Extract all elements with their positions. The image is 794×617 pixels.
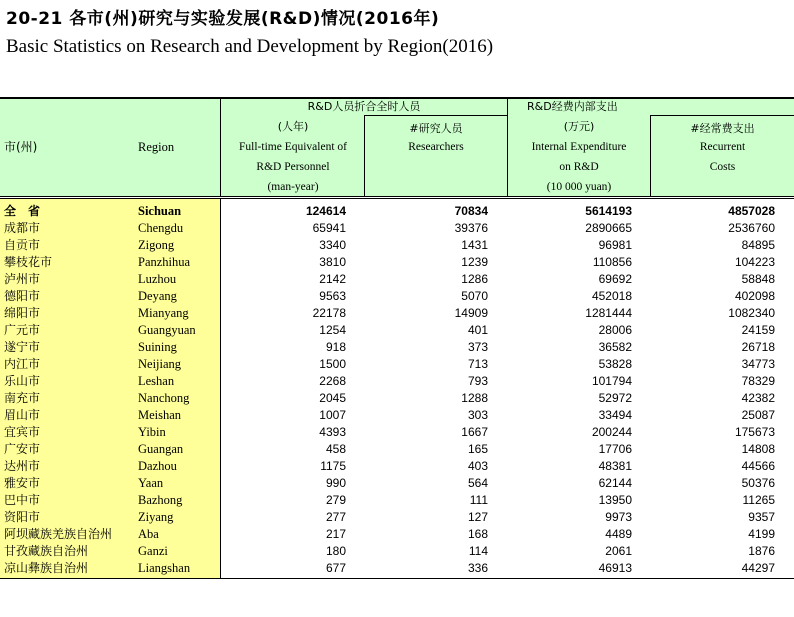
recurrent-cell: 24159: [741, 323, 775, 337]
recurrent-cell: 4857028: [728, 204, 775, 218]
table-row: [0, 339, 794, 356]
city-cell: 遂宁市: [4, 340, 41, 354]
city-cell: 绵阳市: [4, 306, 41, 320]
city-cell: 内江市: [4, 357, 41, 371]
personnel-cell: 2268: [319, 374, 346, 388]
personnel-cell: 217: [325, 527, 346, 541]
city-cell: 泸州市: [4, 272, 41, 286]
table-row: [0, 220, 794, 237]
researchers-cell: 111: [469, 493, 488, 507]
expenditure-cell: 48381: [598, 459, 632, 473]
city-cell: 广元市: [4, 323, 41, 337]
researchers-cell: 564: [467, 476, 488, 490]
researchers-cell: 793: [467, 374, 488, 388]
researchers-cell: 336: [467, 561, 488, 575]
table-row: [0, 356, 794, 373]
header-researchers-cn: #研究人员: [409, 122, 463, 135]
researchers-cell: 14909: [454, 306, 488, 320]
header-expenditure-unit-en: (10 000 yuan): [546, 181, 612, 193]
table-row: [0, 458, 794, 475]
table-row: [0, 424, 794, 441]
expenditure-cell: 1281444: [585, 306, 632, 320]
researchers-cell: 373: [467, 340, 488, 354]
city-cell: 德阳市: [4, 289, 41, 303]
header-group-underline-right: [650, 115, 794, 116]
personnel-cell: 3340: [319, 238, 346, 252]
recurrent-cell: 78329: [741, 374, 775, 388]
table-row: [0, 288, 794, 305]
region-cell: Aba: [138, 527, 159, 541]
header-divider-city: [220, 97, 221, 196]
recurrent-cell: 14808: [741, 442, 775, 456]
personnel-cell: 65941: [312, 221, 346, 235]
header-personnel-unit-en: (man-year): [267, 181, 319, 193]
recurrent-cell: 104223: [734, 255, 775, 269]
table-row: [0, 543, 794, 560]
researchers-cell: 114: [468, 544, 488, 558]
region-cell: Liangshan: [138, 561, 191, 575]
expenditure-cell: 33494: [598, 408, 632, 422]
expenditure-cell: 2890665: [585, 221, 632, 235]
header-expenditure-group: R&D经费内部支出: [527, 100, 618, 113]
personnel-cell: 180: [325, 544, 346, 558]
city-cell: 广安市: [4, 442, 41, 456]
header-expenditure-unit-cn: (万元): [563, 120, 595, 133]
region-cell: Meishan: [138, 408, 182, 422]
personnel-cell: 918: [325, 340, 346, 354]
personnel-cell: 1500: [319, 357, 346, 371]
header-bottom-rule: [0, 196, 794, 197]
city-cell: 乐山市: [4, 374, 41, 388]
bottom-rule: [0, 578, 794, 579]
expenditure-cell: 13950: [598, 493, 632, 507]
table-row: [0, 305, 794, 322]
recurrent-cell: 42382: [741, 391, 775, 405]
researchers-cell: 403: [467, 459, 488, 473]
header-group-underline-left: [364, 115, 507, 116]
researchers-cell: 1667: [461, 425, 488, 439]
recurrent-cell: 175673: [734, 425, 775, 439]
researchers-cell: 303: [467, 408, 488, 422]
personnel-cell: 277: [325, 510, 346, 524]
expenditure-cell: 5614193: [585, 204, 632, 218]
table-row: [0, 492, 794, 509]
expenditure-cell: 110856: [592, 255, 632, 269]
expenditure-cell: 17706: [598, 442, 632, 456]
personnel-cell: 2045: [319, 391, 346, 405]
city-cell: 全 省: [4, 204, 41, 218]
expenditure-cell: 9973: [605, 510, 632, 524]
recurrent-cell: 2536760: [728, 221, 775, 235]
city-cell: 甘孜藏族自治州: [4, 544, 89, 558]
personnel-cell: 2142: [319, 272, 346, 286]
personnel-cell: 22178: [312, 306, 346, 320]
recurrent-cell: 9357: [748, 510, 775, 524]
header-expenditure-en-1: Internal Expenditure: [531, 141, 627, 153]
region-cell: Ganzi: [138, 544, 168, 558]
city-cell: 资阳市: [4, 510, 41, 524]
region-cell: Neijiang: [138, 357, 182, 371]
researchers-cell: 1431: [461, 238, 488, 252]
researchers-cell: 1286: [461, 272, 488, 286]
table-row: [0, 203, 794, 220]
recurrent-cell: 402098: [734, 289, 775, 303]
recurrent-cell: 84895: [741, 238, 775, 252]
expenditure-cell: 36582: [598, 340, 632, 354]
researchers-cell: 1239: [461, 255, 488, 269]
recurrent-cell: 4199: [748, 527, 775, 541]
table-row: [0, 526, 794, 543]
region-cell: Deyang: [138, 289, 177, 303]
table-row: [0, 560, 794, 577]
table-row: [0, 475, 794, 492]
expenditure-cell: 28006: [598, 323, 632, 337]
region-cell: Sichuan: [138, 204, 182, 218]
city-cell: 雅安市: [4, 476, 41, 490]
region-cell: Ziyang: [138, 510, 174, 524]
city-cell: 宜宾市: [4, 425, 41, 439]
region-cell: Luzhou: [138, 272, 177, 286]
region-cell: Zigong: [138, 238, 175, 252]
recurrent-cell: 25087: [741, 408, 775, 422]
researchers-cell: 713: [467, 357, 488, 371]
personnel-cell: 1007: [319, 408, 346, 422]
region-cell: Mianyang: [138, 306, 189, 320]
researchers-cell: 5070: [461, 289, 488, 303]
header-sub-divider-left: [364, 115, 365, 196]
region-cell: Leshan: [138, 374, 175, 388]
region-cell: Suining: [138, 340, 177, 354]
region-cell: Guangan: [138, 442, 184, 456]
personnel-cell: 4393: [319, 425, 346, 439]
personnel-cell: 1254: [319, 323, 346, 337]
city-cell: 凉山彝族自治州: [4, 561, 89, 575]
recurrent-cell: 26718: [741, 340, 775, 354]
researchers-cell: 165: [467, 442, 488, 456]
header-sub-divider-right: [650, 115, 651, 196]
city-cell: 巴中市: [4, 493, 41, 507]
header-personnel-unit-cn: (人年): [277, 120, 309, 133]
header-personnel-group: R&D人员折合全时人员: [307, 100, 421, 113]
expenditure-cell: 69692: [598, 272, 632, 286]
recurrent-cell: 50376: [741, 476, 775, 490]
region-cell: Nanchong: [138, 391, 190, 405]
header-recurrent-cn: #经常费支出: [690, 122, 755, 135]
header-researchers-en: Researchers: [408, 141, 464, 153]
region-cell: Bazhong: [138, 493, 183, 507]
header-city: 市(州): [4, 140, 38, 154]
personnel-cell: 3810: [319, 255, 346, 269]
personnel-cell: 124614: [305, 204, 346, 218]
table-row: [0, 441, 794, 458]
personnel-cell: 1175: [320, 459, 346, 473]
expenditure-cell: 4489: [605, 527, 632, 541]
table-title-chinese: 20-21 各市(州)研究与实验发展(R&D)情况(2016年): [6, 9, 440, 29]
table-row: [0, 509, 794, 526]
header-recurrent-en-1: Recurrent: [699, 141, 746, 153]
expenditure-cell: 101794: [591, 374, 632, 388]
recurrent-cell: 11265: [742, 493, 775, 507]
city-cell: 成都市: [4, 221, 41, 235]
personnel-cell: 279: [325, 493, 346, 507]
expenditure-cell: 46913: [598, 561, 632, 575]
personnel-cell: 677: [325, 561, 346, 575]
region-cell: Yibin: [138, 425, 166, 439]
city-cell: 攀枝花市: [4, 255, 53, 269]
expenditure-cell: 452018: [591, 289, 632, 303]
personnel-cell: 9563: [319, 289, 346, 303]
table-row: [0, 322, 794, 339]
recurrent-cell: 34773: [741, 357, 775, 371]
table-row: [0, 237, 794, 254]
researchers-cell: 401: [467, 323, 488, 337]
recurrent-cell: 1082340: [728, 306, 775, 320]
personnel-cell: 990: [325, 476, 346, 490]
expenditure-cell: 53828: [598, 357, 632, 371]
city-cell: 阿坝藏族羌族自治州: [4, 527, 113, 541]
table-row: [0, 271, 794, 288]
region-cell: Chengdu: [138, 221, 184, 235]
table-row: [0, 390, 794, 407]
header-personnel-en-1: Full-time Equivalent of: [239, 141, 347, 153]
expenditure-cell: 200244: [591, 425, 632, 439]
expenditure-cell: 52972: [598, 391, 632, 405]
researchers-cell: 127: [467, 510, 488, 524]
table-title-english: Basic Statistics on Research and Development by Region(2016): [6, 36, 494, 57]
recurrent-cell: 1876: [748, 544, 775, 558]
header-divider-mid: [507, 97, 508, 196]
expenditure-cell: 2061: [605, 544, 632, 558]
header-recurrent-en-2: Costs: [709, 161, 736, 173]
recurrent-cell: 44297: [741, 561, 775, 575]
city-cell: 南充市: [4, 391, 41, 405]
recurrent-cell: 58848: [741, 272, 775, 286]
header-expenditure-en-2: on R&D: [559, 161, 599, 173]
city-cell: 眉山市: [4, 408, 41, 422]
expenditure-cell: 96981: [598, 238, 632, 252]
header-personnel-en-2: R&D Personnel: [256, 161, 330, 173]
table-row: [0, 254, 794, 271]
region-cell: Yaan: [138, 476, 164, 490]
researchers-cell: 70834: [454, 204, 488, 218]
expenditure-cell: 62144: [598, 476, 632, 490]
personnel-cell: 458: [325, 442, 346, 456]
header-region: Region: [138, 140, 175, 154]
region-cell: Dazhou: [138, 459, 177, 473]
researchers-cell: 39376: [454, 221, 488, 235]
city-cell: 达州市: [4, 459, 41, 473]
region-cell: Panzhihua: [138, 255, 191, 269]
region-cell: Guangyuan: [138, 323, 196, 337]
researchers-cell: 1288: [461, 391, 488, 405]
table-row: [0, 373, 794, 390]
table-row: [0, 407, 794, 424]
recurrent-cell: 44566: [741, 459, 775, 473]
researchers-cell: 168: [467, 527, 488, 541]
city-cell: 自贡市: [4, 238, 41, 252]
